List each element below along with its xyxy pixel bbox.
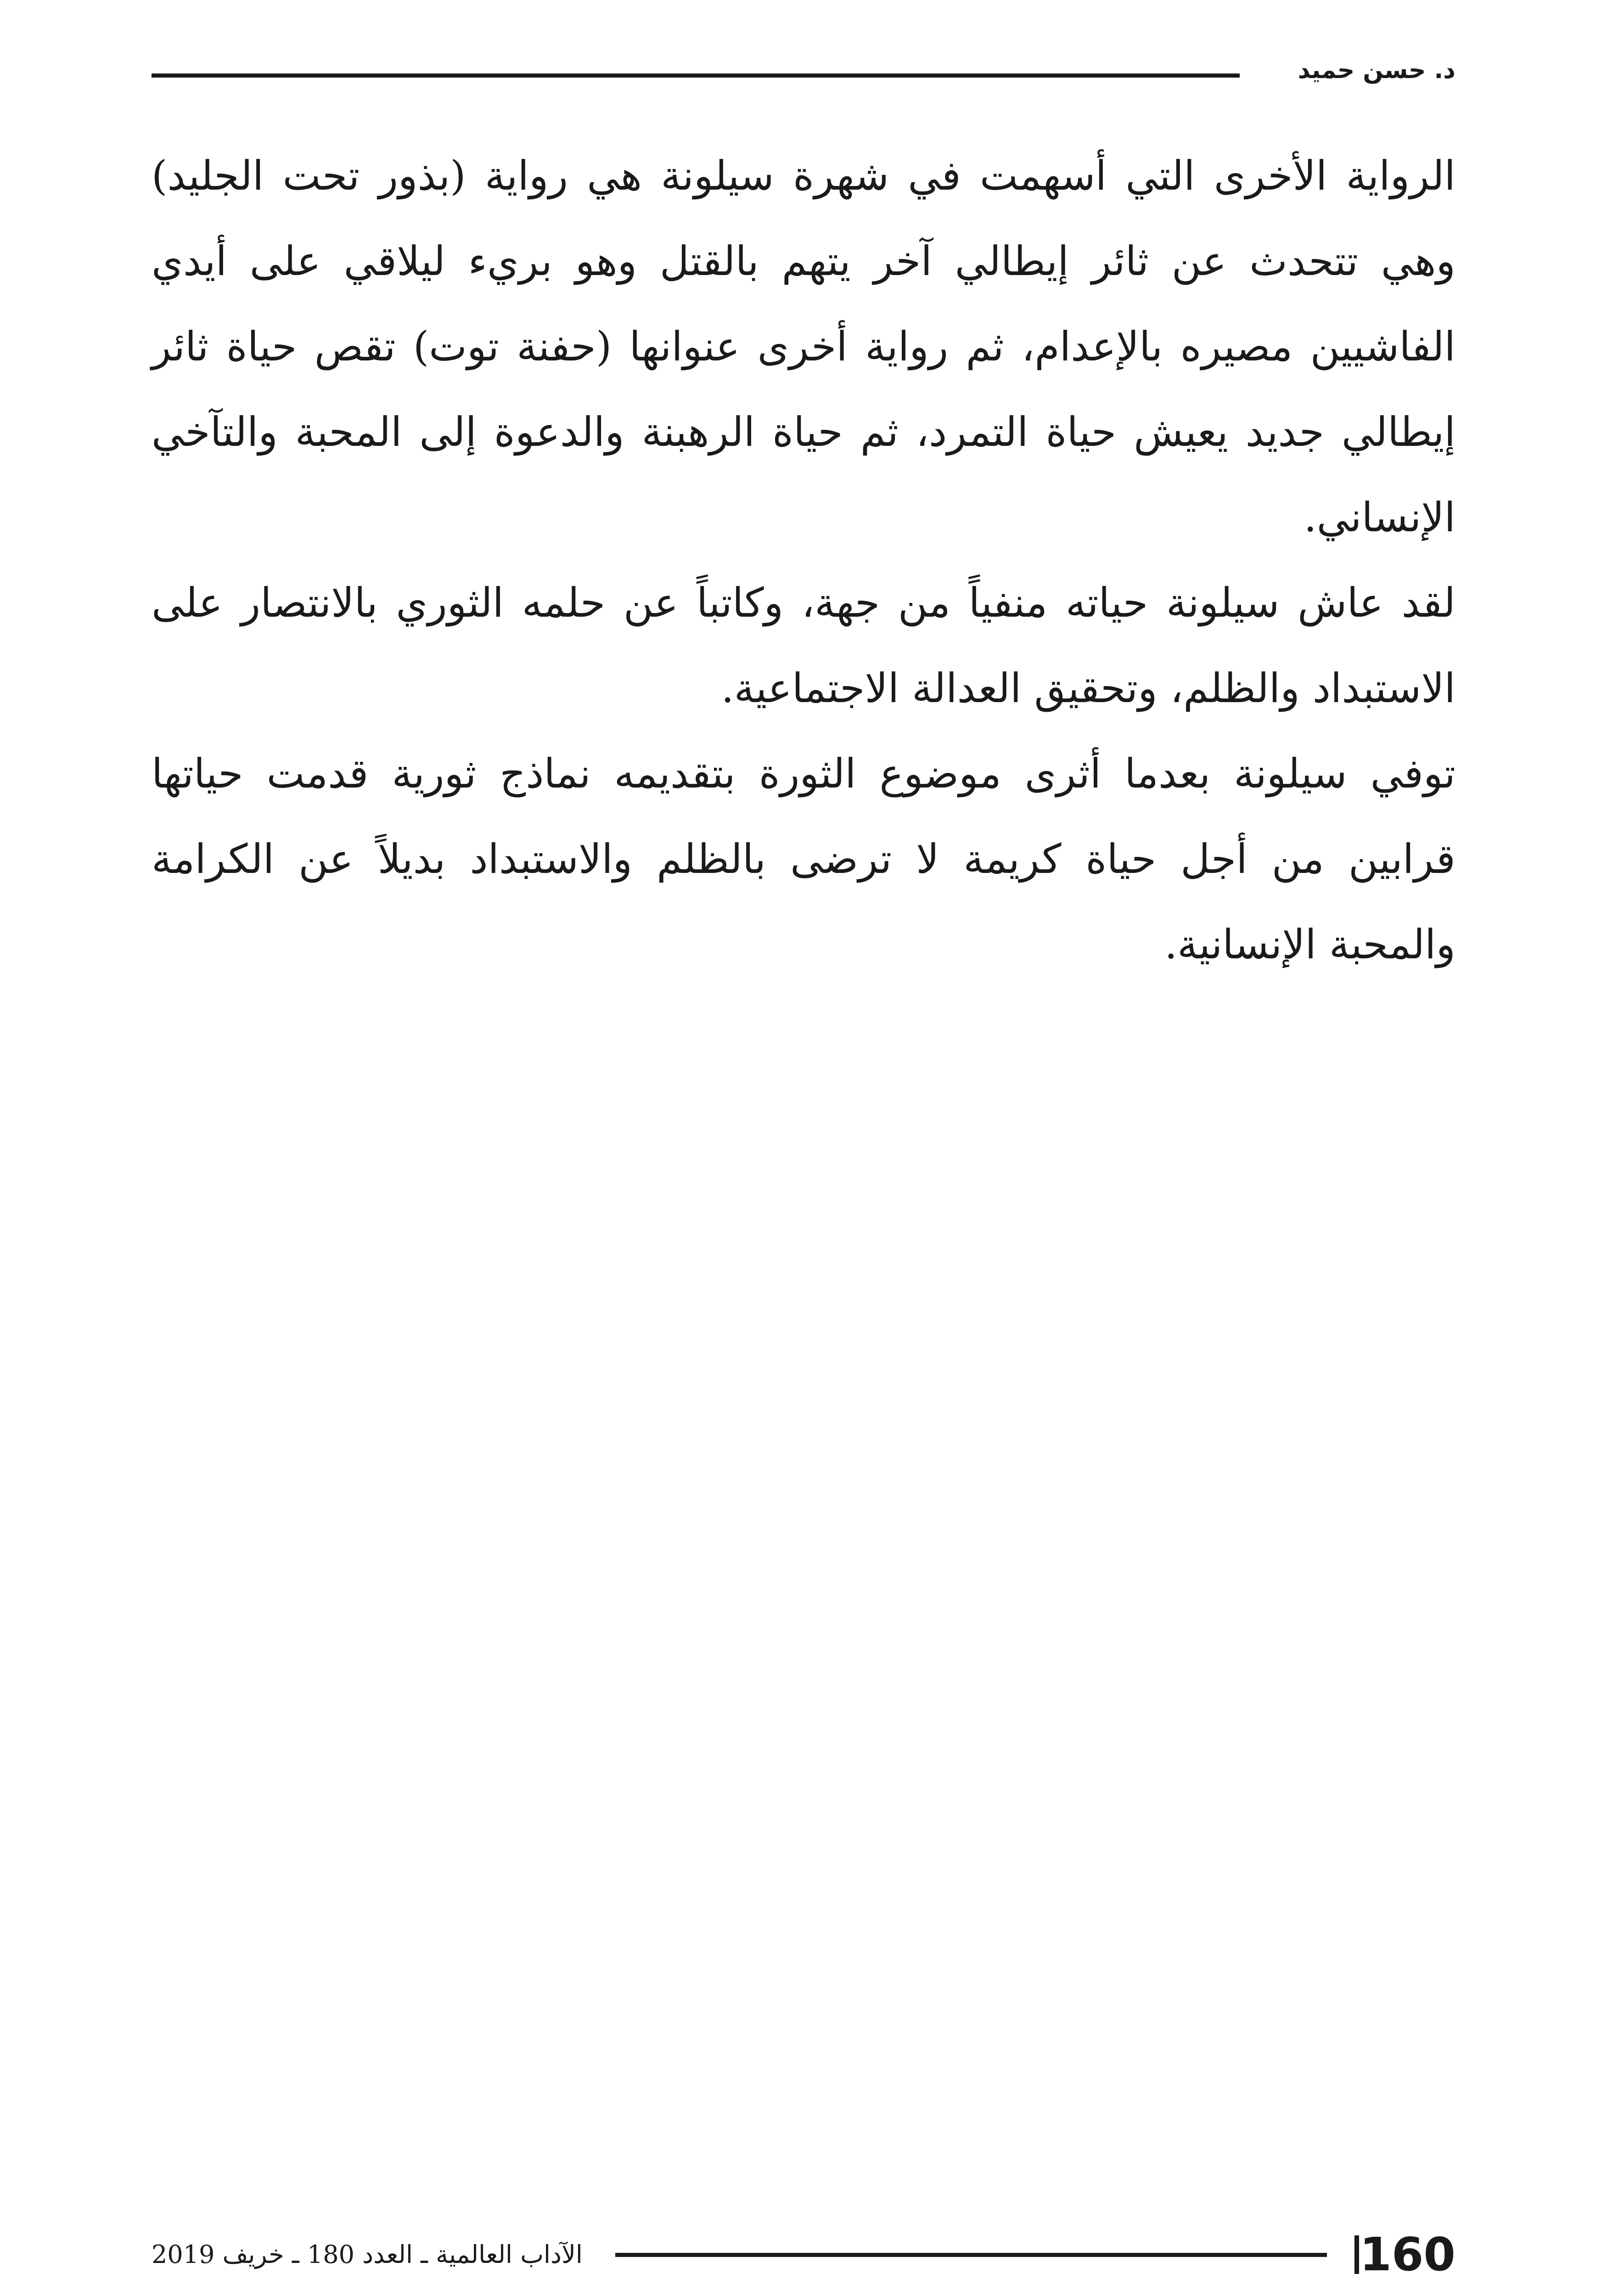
running-footer <box>152 2223 1455 2287</box>
footer-rule <box>615 2253 1327 2257</box>
header-author: د. حسن حميد <box>1298 56 1455 84</box>
header-rule <box>152 73 1240 78</box>
footer-separator-bar <box>1354 2235 1359 2274</box>
paragraph-3: توفي سيلونة بعدما أثرى موضوع الثورة بتقديمه نماذج ثورية قدمت حياتها قرابين من أجل حياة كريمة لا ترضى بالظلم والاستبداد بديلاً عن الكرامة والمحبة الإنسانية. <box>152 750 1455 968</box>
page-number: 160 <box>1360 2228 1455 2281</box>
running-header <box>152 50 1455 91</box>
body-text <box>152 133 1455 987</box>
paragraph-1: الرواية الأخرى التي أسهمت في شهرة سيلونة هي رواية (بذور تحت الجليد) وهي تتحدث عن ثائر إيطالي آخر يتهم بالقتل وهو بريء ليلاقي على أيدي الفاشيين مصيره بالإعدام، ثم رواية أخرى عنوانها (حفنة توت) تقص حياة ثائر إيطالي جديد يعيش حياة التمرد، ثم حياة الرهبنة والدعوة إلى المحبة والتآخي الإنساني. <box>152 152 1455 541</box>
journal-issue-info: الآداب العالمية ـ العدد 180 ـ خريف 2019 <box>152 2240 583 2269</box>
paragraph-2: لقد عاش سيلونة حياته منفياً من جهة، وكاتباً عن حلمه الثوري بالانتصار على الاستبداد والظلم، وتحقيق العدالة الاجتماعية. <box>152 579 1455 712</box>
